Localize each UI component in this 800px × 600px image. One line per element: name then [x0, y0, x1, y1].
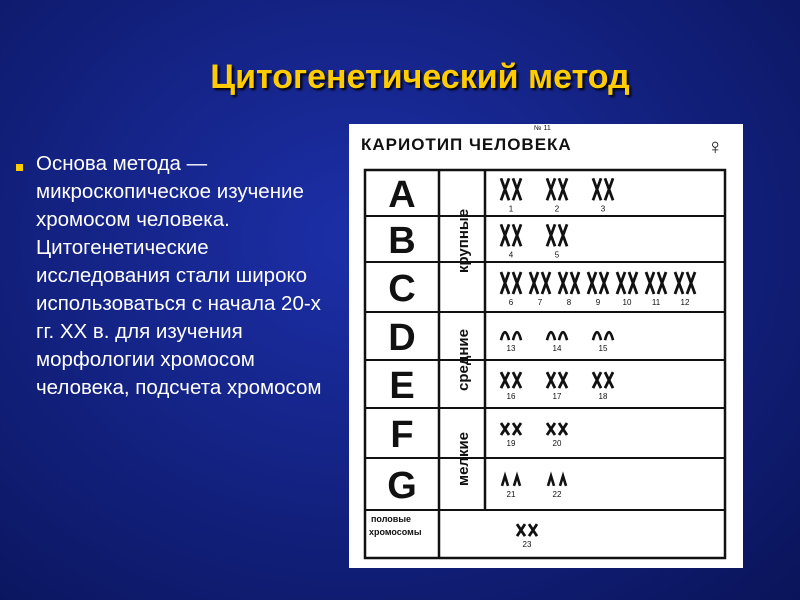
- chromosome-pair-4: [501, 224, 521, 259]
- chromosome-number: 10: [622, 298, 632, 307]
- chromosome-pair-1: [501, 178, 521, 213]
- female-symbol: ♀: [707, 134, 724, 159]
- chromosome-pair-9: [588, 272, 608, 307]
- chromosome-number: 17: [552, 392, 562, 402]
- small-mark: № 11: [534, 125, 551, 132]
- chromosome-pair-12: [675, 272, 695, 307]
- chromosome-number: 18: [598, 392, 608, 402]
- group-letter-a: A: [388, 174, 416, 216]
- chromosome-pair-15: [593, 332, 613, 353]
- group-letter-d: D: [388, 317, 416, 359]
- bullet-text: Основа метода — микроскопическое изучение хромосом человека. Цитогенетические исследования стали широко использоваться с начала 20-х гг. XX в. для изучения морфологии хромосом человека, подсчета хромосом: [36, 152, 322, 399]
- chromosome-number: 15: [598, 344, 608, 354]
- chromosome-number: 8: [566, 298, 572, 307]
- group-letter-e: E: [389, 365, 415, 407]
- karyotype-heading: КАРИОТИП ЧЕЛОВЕКА: [361, 135, 572, 154]
- bullet-list: [8, 150, 343, 402]
- chromosome-number: 3: [600, 204, 606, 214]
- size-label-3: мелкие: [455, 431, 472, 487]
- chromosome-number: 11: [651, 298, 661, 307]
- chromosome-pair-16: [501, 372, 521, 401]
- chromosome-pair-13: [501, 332, 521, 353]
- chromosome-pair-10: [617, 272, 637, 307]
- chromosome-pair-18: [593, 372, 613, 401]
- chromosome-pair-21: [502, 476, 520, 499]
- chromosome-number: 21: [506, 489, 516, 499]
- chromosome-number: 16: [506, 392, 516, 402]
- chromosome-number: 9: [595, 298, 601, 307]
- chromosome-number: 1: [508, 204, 514, 214]
- chromosome-pair-17: [547, 372, 567, 401]
- chromosome-pair-2: [547, 178, 567, 213]
- row-dividers: [365, 216, 725, 510]
- chromosome-number: 23: [522, 540, 532, 550]
- chromosome-pair-11: [646, 272, 666, 307]
- karyotype-image: [349, 124, 743, 568]
- sex-label-line2: хромосомы: [369, 527, 422, 537]
- chromosome-number: 13: [506, 344, 516, 354]
- karyotype-table: [365, 170, 725, 558]
- group-letter-f: F: [390, 414, 414, 456]
- chromosome-number: 12: [680, 298, 690, 307]
- chromosome-number: 4: [508, 250, 514, 260]
- chromosome-pair-8: [559, 272, 579, 307]
- sex-label-line1: половые: [371, 514, 412, 524]
- chromosome-pair-19: [501, 423, 521, 448]
- chromosome-number: 14: [552, 344, 562, 354]
- chromosome-pair-7: [530, 272, 550, 307]
- chromosome-pair-23: [517, 524, 537, 549]
- chromosome-number: 22: [552, 489, 562, 499]
- chromosome-number: 19: [506, 439, 516, 448]
- size-labels: [455, 209, 472, 486]
- chromosome-pair-6: [501, 272, 521, 307]
- slide-title: Цитогенетический метод: [210, 58, 630, 96]
- chromosome-pair-3: [593, 178, 613, 213]
- chromosome-number: 7: [537, 298, 543, 307]
- group-letter-c: C: [388, 268, 416, 310]
- chromosome-pair-20: [547, 423, 567, 448]
- chromosome-pair-14: [547, 332, 567, 353]
- group-letter-g: G: [387, 465, 417, 507]
- size-label-2: средние: [455, 329, 472, 391]
- bullet-marker: [16, 164, 23, 171]
- chromosome-pair-22: [548, 476, 566, 499]
- chromosome-number: 5: [554, 250, 560, 260]
- chromosome-number: 2: [554, 204, 560, 214]
- chromosome-number: 6: [508, 298, 514, 307]
- group-letter-b: B: [388, 220, 416, 262]
- chromosome-rows: [501, 178, 695, 549]
- chromosome-pair-5: [547, 224, 567, 259]
- chromosome-number: 20: [552, 439, 562, 448]
- size-label-1: крупные: [455, 208, 472, 274]
